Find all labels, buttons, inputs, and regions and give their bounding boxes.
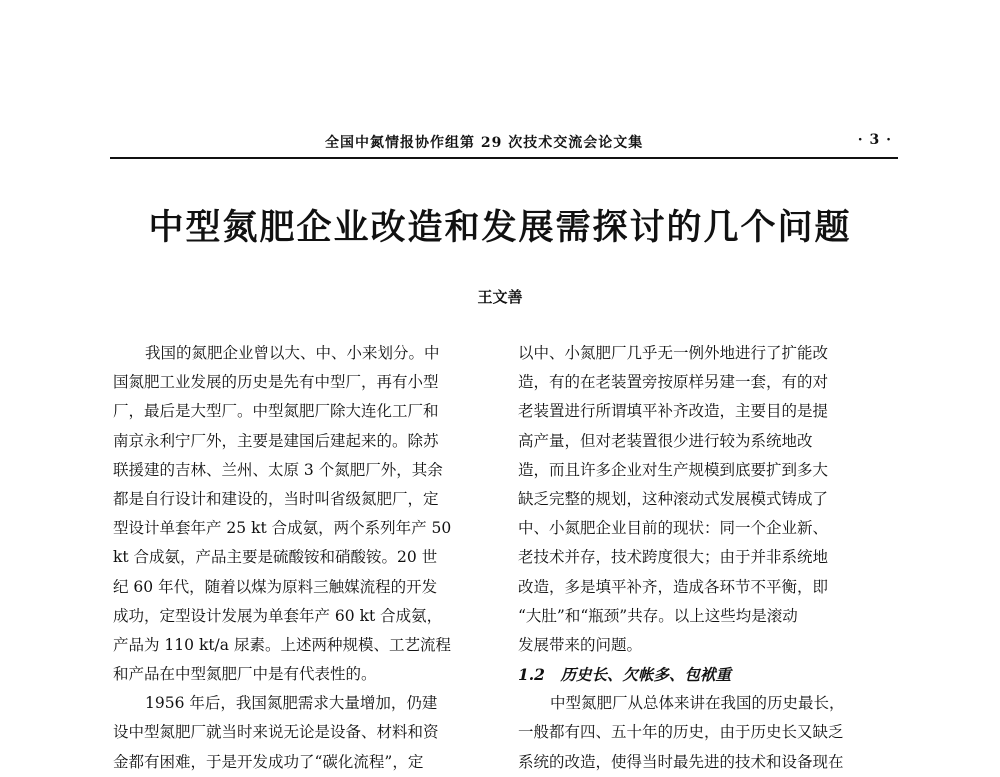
text-line: kt 合成氨，产品主要是硫酸铵和硝酸铵。20 世	[113, 548, 438, 567]
text-line: 发展带来的问题。	[518, 635, 643, 654]
text-line: 缺乏完整的规划，这种滚动式发展模式铸成了	[518, 489, 829, 508]
text-line: 设中型氮肥厂就当时来说无论是设备、材料和资	[113, 723, 439, 742]
header-rule	[110, 157, 898, 159]
text-line: 都是自行设计和建设的，当时叫省级氮肥厂，定	[113, 489, 439, 508]
text-line: 金都有困难，于是开发成功了“碳化流程”，定	[113, 752, 424, 771]
text-line: 产品为 110 kt/a 尿素。上述两种规模、工艺流程	[113, 635, 451, 654]
text-line: 造，而且许多企业对生产规模到底要扩到多大	[518, 460, 829, 479]
text-line: 高产量，但对老装置很少进行较为系统地改	[518, 431, 813, 450]
left-column	[113, 339, 491, 777]
text-line: 纪 60 年代，随着以煤为原料三触媒流程的开发	[113, 577, 438, 596]
page-number: · 3 ·	[857, 132, 892, 148]
text-line: 南京永利宁厂外，主要是建国后建起来的。除苏	[113, 431, 439, 450]
right-column	[518, 339, 898, 777]
text-line: “大肚”和“瓶颈”共存。以上这些均是滚动	[518, 606, 798, 625]
text-line: 厂，最后是大型厂。中型氮肥厂除大连化工厂和	[113, 402, 439, 421]
text-line: 我国的氮肥企业曾以大、中、小来划分。中	[145, 344, 440, 362]
text-line: 1956 年后，我国氮肥需求大量增加，仍建	[145, 694, 438, 713]
text-line: 中型氮肥厂从总体来讲在我国的历史最长，	[550, 694, 845, 713]
text-line: 和产品在中型氮肥厂中是有代表性的。	[113, 665, 377, 684]
text-line: 造，有的在老装置旁按原样另建一套，有的对	[518, 373, 829, 392]
text-line: 一般都有四、五十年的历史，由于历史长又缺乏	[518, 723, 844, 742]
article-title: 中型氮肥企业改造和发展需探讨的几个问题	[148, 207, 852, 248]
text-line: 联援建的吉林、兰州、太原 3 个氮肥厂外，其余	[113, 460, 443, 479]
text-line: 老技术并存，技术跨度很大；由于并非系统地	[518, 548, 829, 567]
section-heading: 1.2 历史长、欠帐多、包袱重	[518, 665, 731, 685]
text-line: 改造，多是填平补齐，造成各环节不平衡，即	[518, 577, 829, 596]
text-line: 老装置进行所谓填平补齐改造，主要目的是提	[518, 402, 829, 421]
text-line: 中、小氮肥企业目前的现状：同一个企业新、	[518, 519, 829, 538]
text-line: 型设计单套年产 25 kt 合成氨，两个系列年产 50	[113, 519, 452, 538]
text-line: 系统的改造，使得当时最先进的技术和设备现在	[518, 752, 844, 771]
text-line: 成功，定型设计发展为单套年产 60 kt 合成氨，	[113, 606, 443, 625]
running-title: 全国中氮情报协作组第 29 次技术交流会论文集	[325, 135, 644, 151]
text-line: 以中、小氮肥厂几乎无一例外地进行了扩能改	[518, 344, 829, 362]
text-line: 国氮肥工业发展的历史是先有中型厂，再有小型	[113, 373, 439, 392]
author-name: 王文善	[477, 288, 523, 306]
